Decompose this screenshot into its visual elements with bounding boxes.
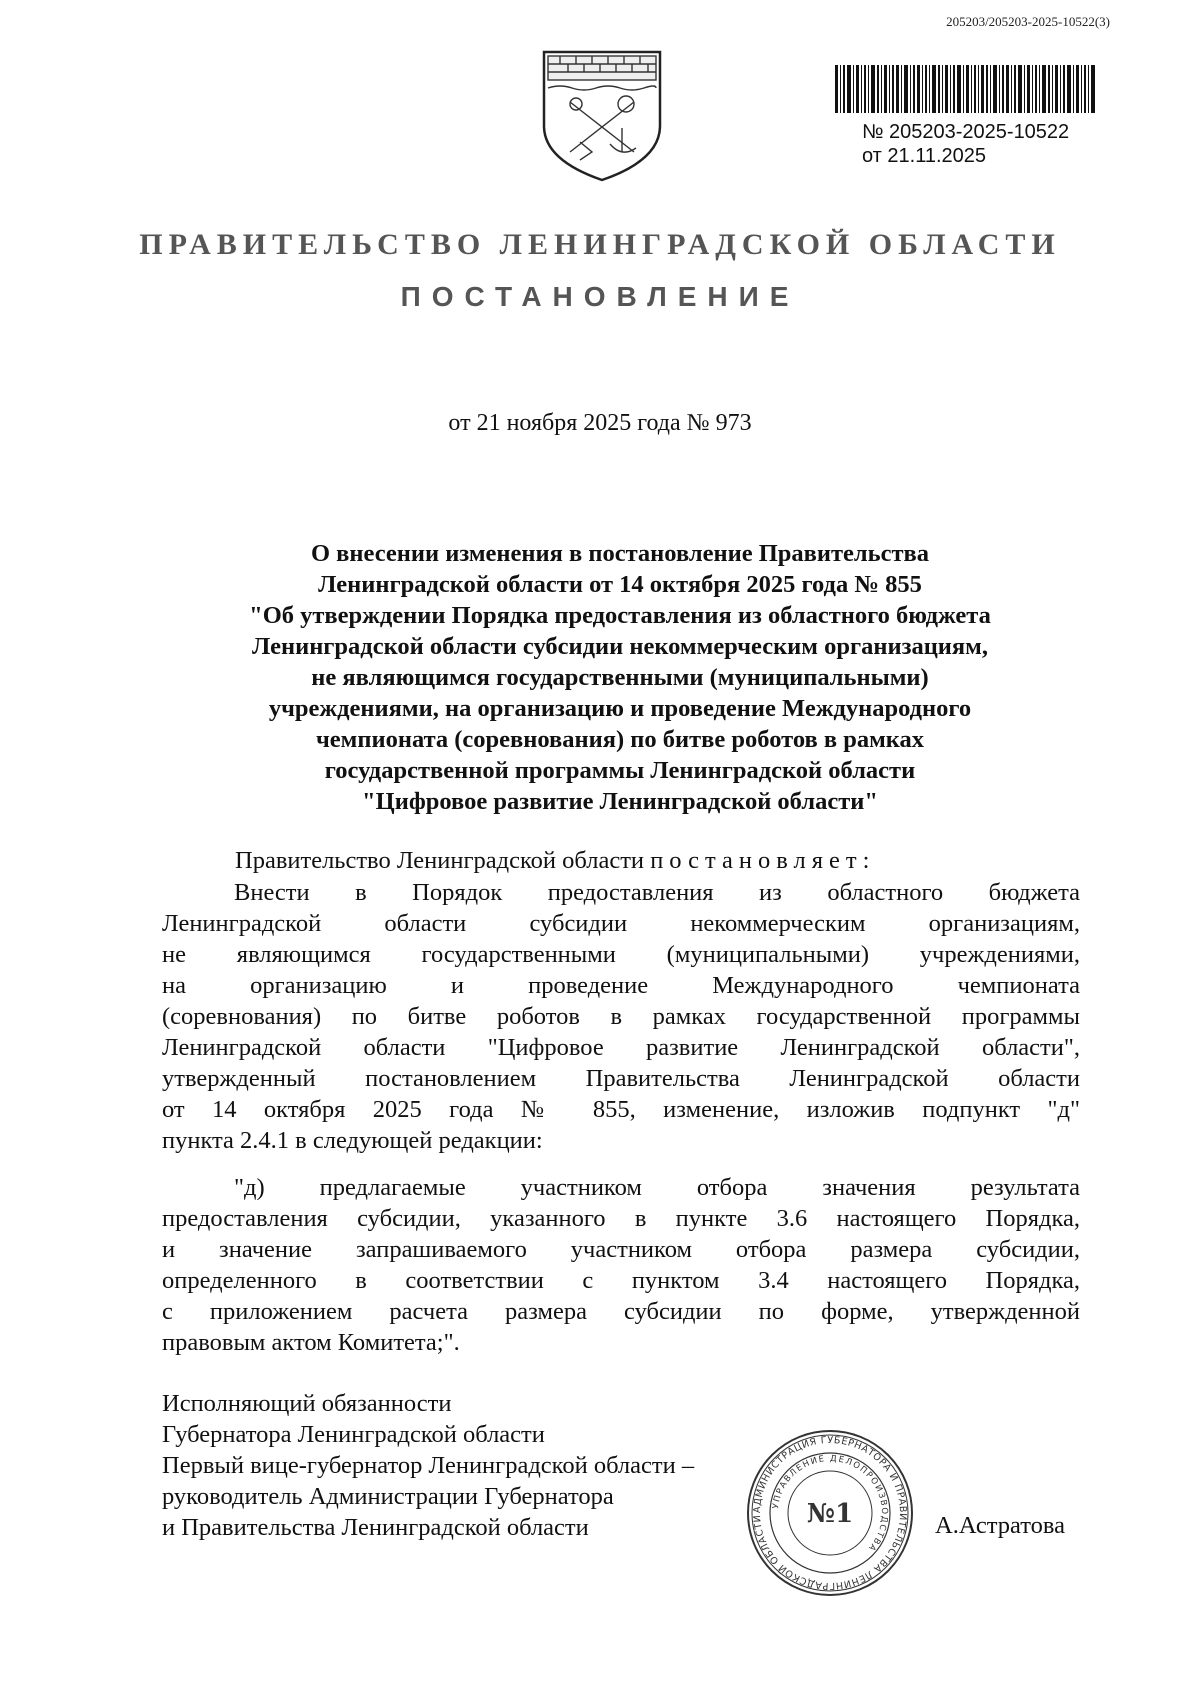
subject-line: государственной программы Ленинградской области [324, 757, 916, 784]
document-code: 205203/205203-2025-10522(3) [946, 14, 1110, 29]
signatory-title-line: и Правительства Ленинградской области [162, 1514, 589, 1541]
decree-title: ПОСТАНОВЛЕНИЕ [400, 281, 800, 312]
signatory-title-line: Первый вице-губернатор Ленинградской области – [162, 1452, 695, 1479]
paragraph-line: Внести в Порядок предоставления из областного бюджета [234, 879, 1080, 906]
resolves-prefix: Правительство Ленинградской области [235, 847, 645, 874]
paragraph-line: предоставления субсидии, указанного в пункте 3.6 настоящего Порядка, [162, 1205, 1080, 1232]
paragraph-line: с приложением расчета размера субсидии по форме, утвержденной [162, 1298, 1080, 1325]
signatory-title-line: Губернатора Ленинградской области [162, 1421, 545, 1448]
signatory-title-line: Исполняющий обязанности [162, 1390, 452, 1417]
paragraph-line: определенного в соответствии с пунктом 3.4 настоящего Порядка, [162, 1267, 1080, 1294]
signatory-name: А.Астратова [935, 1512, 1066, 1539]
paragraph-line: от 14 октября 2025 года № 855, изменение, изложив подпункт "д" [162, 1096, 1080, 1123]
registration-number: № 205203-2025-10522 [862, 121, 1070, 143]
subject-line: "Цифровое развитие Ленинградской области" [362, 788, 878, 815]
paragraph-line: пункта 2.4.1 в следующей редакции: [162, 1127, 543, 1154]
decree-subject [165, 538, 1075, 817]
decree-date-number: от 21 ноября 2025 года № 973 [448, 410, 752, 436]
subject-line: не являющимся государственными (муниципальными) [311, 664, 929, 691]
subject-line: О внесении изменения в постановление Правительства [311, 540, 929, 567]
resolves-word: постановляет: [650, 847, 876, 874]
seal-outer-text: АДМИНИСТРАЦИЯ ГУБЕРНАТОРА И ПРАВИТЕЛЬСТВА ЛЕНИНГРАДСКОЙ ОБЛАСТИ [751, 1434, 909, 1592]
paragraph-line: "д) предлагаемые участником отбора значения результата [234, 1174, 1080, 1201]
seal-number: №1 [806, 1499, 854, 1529]
paragraph-line: правовым актом Комитета;". [162, 1329, 460, 1356]
paragraph-line: (соревнования) по битве роботов в рамках государственной программы [162, 1003, 1080, 1030]
paragraph-line: утвержденный постановлением Правительства Ленинградской области [162, 1065, 1080, 1092]
paragraph-main [162, 877, 1080, 1156]
coat-of-arms-icon [540, 48, 664, 182]
subject-line: "Об утверждении Порядка предоставления из областного бюджета [249, 602, 991, 629]
subject-line: учреждениями, на организацию и проведение Международного [268, 695, 972, 722]
registration-date: от 21.11.2025 [862, 145, 987, 167]
paragraph-line: Ленинградской области субсидии некоммерческим организациям, [162, 910, 1080, 937]
paragraph-line: и значение запрашиваемого участником отбора размера субсидии, [162, 1236, 1080, 1263]
subject-line: Ленинградской области от 14 октября 2025 года № 855 [318, 571, 922, 598]
official-seal-icon [745, 1428, 915, 1598]
signatory-title [162, 1388, 694, 1543]
seal-inner-text: УПРАВЛЕНИЕ ДЕЛОПРОИЗВОДСТВА [771, 1453, 890, 1554]
registration-block [862, 120, 1069, 168]
barcode-icon [835, 65, 1095, 113]
resolves-line [235, 845, 875, 876]
paragraph-amendment [162, 1172, 1080, 1358]
subject-line: Ленинградской области субсидии некоммерческим организациям, [252, 633, 988, 660]
paragraph-line: Ленинградской области "Цифровое развитие Ленинградской области", [162, 1034, 1080, 1061]
paragraph-line: не являющимся государственными (муниципальными) учреждениями, [162, 941, 1080, 968]
paragraph-line: на организацию и проведение Международного чемпионата [162, 972, 1080, 999]
signatory-title-line: руководитель Администрации Губернатора [162, 1483, 614, 1510]
subject-line: чемпионата (соревнования) по битве роботов в рамках [315, 726, 925, 753]
government-title: ПРАВИТЕЛЬСТВО ЛЕНИНГРАДСКОЙ ОБЛАСТИ [139, 228, 1061, 261]
